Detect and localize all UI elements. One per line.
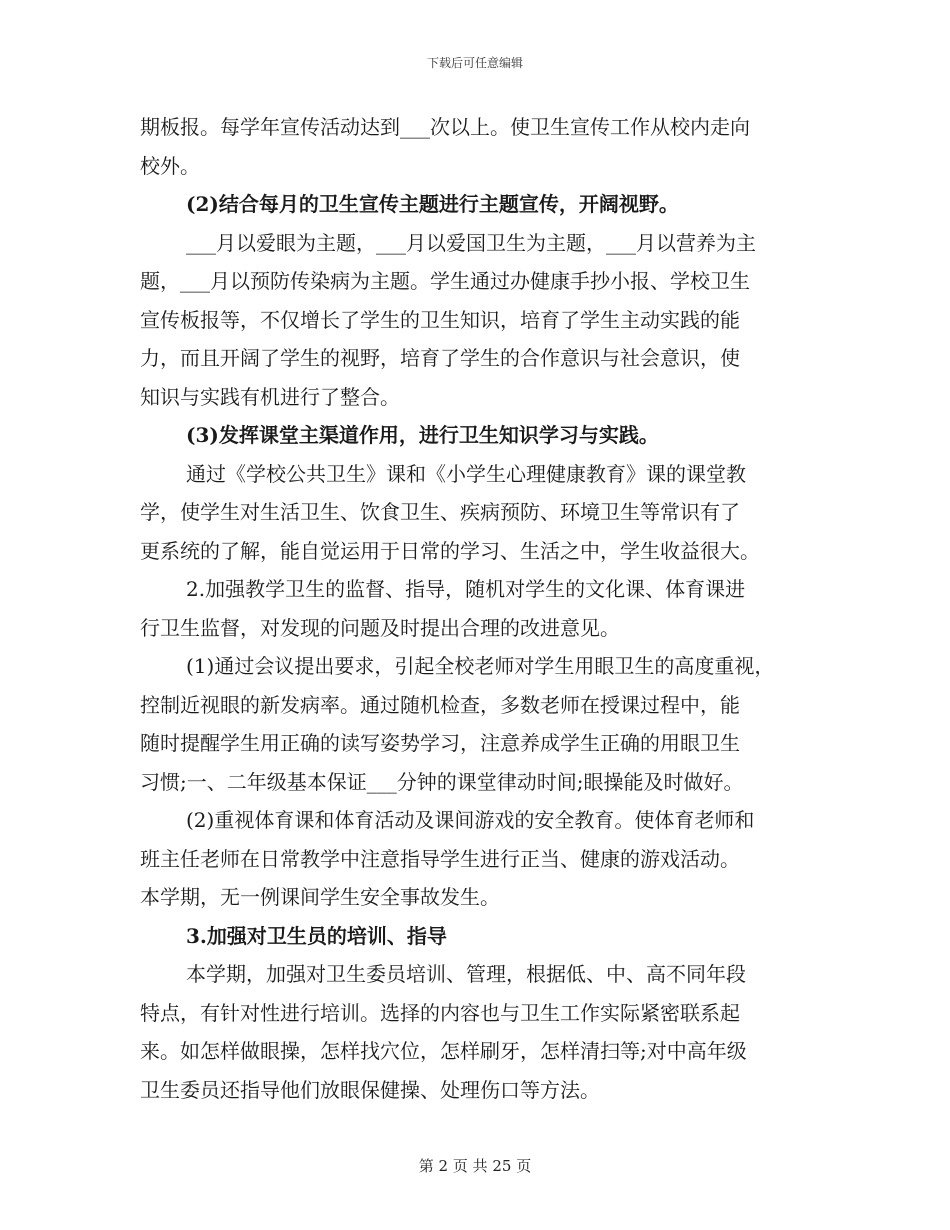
paragraph-line: 2.加强教学卫生的监督、指导，随机对学生的文化课、体育课进 — [186, 577, 746, 601]
paragraph-line: 本学期，加强对卫生委员培训、管理，根据低、中、高不同年段 — [186, 962, 746, 986]
paragraph-line: (2)重视体育课和体育活动及课间游戏的安全教育。使体育老师和 — [186, 808, 755, 832]
page-header: 下载后可任意编辑 — [426, 56, 523, 70]
paragraph-line: 知识与实践有机进行了整合。 — [140, 384, 400, 409]
paragraph-line: (1)通过会议提出要求，引起全校老师对学生用眼卫生的高度重视， — [186, 654, 775, 678]
paragraph-line: ___月以爱眼为主题，___月以爱国卫生为主题，___月以营养为主 — [186, 230, 756, 255]
paragraph-line: 宣传板报等，不仅增长了学生的卫生知识，培育了学生主动实践的能 — [140, 307, 740, 332]
paragraph-line: 本学期，无一例课间学生安全事故发生。 — [140, 885, 500, 909]
paragraph-line: 班主任老师在日常教学中注意指导学生进行正当、健康的游戏活动。 — [140, 846, 740, 871]
paragraph-line: 力，而且开阔了学生的视野，培育了学生的合作意识与社会意识，使 — [140, 346, 740, 370]
paragraph-line: 习惯;一、二年级基本保证___分钟的课堂律动时间;眼操能及时做好。 — [140, 769, 744, 794]
paragraph-line: 学，使学生对生活卫生、饮食卫生、疾病预防、环境卫生等常识有了 — [140, 500, 740, 524]
paragraph-line: 行卫生监督，对发现的问题及时提出合理的改进意见。 — [140, 615, 620, 640]
paragraph-line: 随时提醒学生用正确的读写姿势学习，注意养成学生正确的用眼卫生 — [140, 731, 740, 755]
paragraph-line: 更系统的了解，能自觉运用于日常的学习、生活之中，学生收益很大。 — [140, 538, 760, 563]
document-body — [140, 108, 820, 1109]
paragraph-line: 通过《学校公共卫生》课和《小学生心理健康教育》课的课堂教 — [186, 461, 746, 486]
section-heading: 3.加强对卫生员的培训、指导 — [186, 923, 447, 948]
paragraph-line: 校外。 — [140, 153, 200, 178]
paragraph-line: 卫生委员还指导他们放眼保健操、处理伤口等方法。 — [140, 1077, 600, 1102]
paragraph-line: 期板报。每学年宣传活动达到___次以上。使卫生宣传工作从校内走向 — [140, 115, 750, 139]
paragraph-line: 题，___月以预防传染病为主题。学生通过办健康手抄小报、学校卫生 — [140, 269, 750, 293]
paragraph-line: 特点，有针对性进行培训。选择的内容也与卫生工作实际紧密联系起 — [140, 1000, 740, 1025]
paragraph-line: 控制近视眼的新发病率。通过随机检查，多数老师在授课过程中，能 — [140, 692, 740, 717]
paragraph-line: 来。如怎样做眼操，怎样找穴位，怎样刷牙，怎样清扫等;对中高年级 — [140, 1039, 747, 1063]
section-heading: (2)结合每月的卫生宣传主题进行主题宣传，开阔视野。 — [186, 192, 679, 216]
page-number: 第 2 页 共 25 页 — [418, 1157, 532, 1175]
section-heading: (3)发挥课堂主渠道作用，进行卫生知识学习与实践。 — [186, 423, 659, 447]
